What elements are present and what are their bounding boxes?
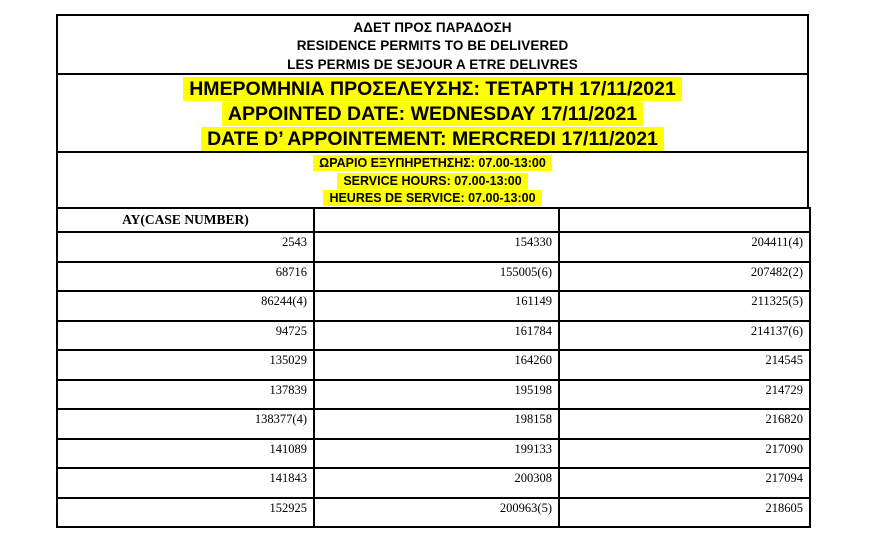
- table-row: [57, 409, 810, 439]
- case-number-cell: 154330: [314, 232, 559, 262]
- case-number-cell: 86244(4): [57, 291, 314, 321]
- title-box: [56, 14, 809, 75]
- title-line-french: LES PERMIS DE SEJOUR A ETRE DELIVRES: [287, 56, 578, 72]
- title-line-greek: ΑΔΕΤ ΠΡΟΣ ΠΑΡΑΔΟΣΗ: [353, 20, 512, 35]
- service-hours-line-french: [58, 190, 807, 208]
- case-number-cell: 211325(5): [559, 291, 810, 321]
- table-row: [57, 498, 810, 528]
- case-number-cell: 200308: [314, 468, 559, 498]
- case-number-cell: 161784: [314, 321, 559, 351]
- case-number-cell: 138377(4): [57, 409, 314, 439]
- title-line-english: RESIDENCE PERMITS TO BE DELIVERED: [296, 38, 569, 54]
- highlight-text: HEURES DE SERVICE: 07.00-13:00: [323, 190, 541, 206]
- empty-header-cell: [559, 208, 810, 232]
- case-table-body: [57, 232, 810, 527]
- case-number-cell: 164260: [314, 350, 559, 380]
- service-hours-line-english: [58, 173, 807, 191]
- table-header-row: [57, 208, 810, 232]
- case-number-cell: 214729: [559, 380, 810, 410]
- highlight-text: ΗΜΕΡΟΜΗΝΙΑ ΠΡΟΣΕΛΕΥΣΗΣ: ΤΕΤΑΡΤΗ 17/11/2021: [183, 77, 682, 101]
- document-page: [56, 16, 809, 528]
- table-row: [57, 321, 810, 351]
- appointment-date-line-english: [58, 102, 807, 127]
- case-number-cell: 135029: [57, 350, 314, 380]
- table-row: [57, 468, 810, 498]
- case-number-cell: 214545: [559, 350, 810, 380]
- case-number-cell: 141089: [57, 439, 314, 469]
- case-number-cell: 155005(6): [314, 262, 559, 292]
- table-row: [57, 380, 810, 410]
- highlight-text: ΩΡΑΡΙΟ ΕΞΥΠΗΡΕΤΗΣΗΣ: 07.00-13:00: [313, 155, 552, 171]
- table-row: [57, 232, 810, 262]
- case-number-cell: 161149: [314, 291, 559, 321]
- case-number-cell: 217090: [559, 439, 810, 469]
- table-row: [57, 262, 810, 292]
- highlight-text: APPOINTED DATE: WEDNESDAY 17/11/2021: [222, 102, 643, 126]
- case-number-cell: 217094: [559, 468, 810, 498]
- table-row: [57, 439, 810, 469]
- highlight-text: SERVICE HOURS: 07.00-13:00: [337, 173, 527, 189]
- case-number-cell: 204411(4): [559, 232, 810, 262]
- empty-header-cell: [314, 208, 559, 232]
- case-number-cell: 68716: [57, 262, 314, 292]
- case-number-cell: 137839: [57, 380, 314, 410]
- service-hours-box: [56, 151, 809, 209]
- case-number-header: AY(CASE NUMBER): [57, 208, 314, 232]
- case-number-cell: 2543: [57, 232, 314, 262]
- case-number-cell: 214137(6): [559, 321, 810, 351]
- case-number-cell: 200963(5): [314, 498, 559, 528]
- table-row: [57, 291, 810, 321]
- case-number-cell: 218605: [559, 498, 810, 528]
- case-number-cell: 141843: [57, 468, 314, 498]
- case-number-cell: 195198: [314, 380, 559, 410]
- case-number-cell: 207482(2): [559, 262, 810, 292]
- appointment-date-line-french: [58, 127, 807, 152]
- highlight-text: DATE D’ APPOINTEMENT: MERCREDI 17/11/2021: [201, 127, 664, 151]
- appointment-date-line-greek: [58, 77, 807, 102]
- case-number-cell: 198158: [314, 409, 559, 439]
- case-number-cell: 94725: [57, 321, 314, 351]
- case-number-table: [56, 207, 811, 528]
- case-number-cell: 216820: [559, 409, 810, 439]
- case-number-cell: 152925: [57, 498, 314, 528]
- table-row: [57, 350, 810, 380]
- case-number-cell: 199133: [314, 439, 559, 469]
- appointment-date-box: [56, 73, 809, 153]
- service-hours-line-greek: [58, 155, 807, 173]
